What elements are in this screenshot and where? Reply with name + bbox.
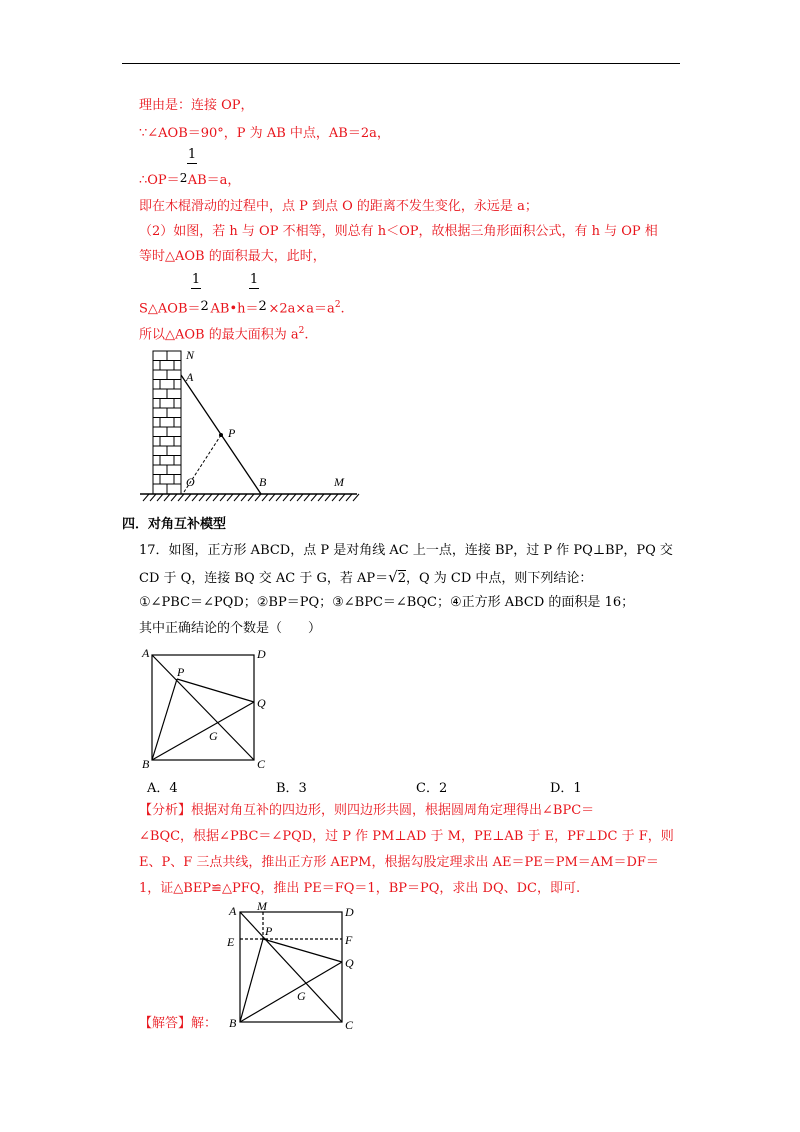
label-m: M <box>334 475 344 489</box>
analysis-line2: ∠BQC，根据∠PBC＝∠PQD，过 P 作 PM⊥AD 于 M，PE⊥AB 于 E，PF⊥DC 于 F，则 <box>139 829 674 844</box>
label-b: B <box>229 1016 237 1030</box>
sqrt-value: 2 <box>397 571 406 586</box>
label-a: A <box>142 646 150 660</box>
label-q: Q <box>345 956 354 970</box>
constant-distance-line: 即在木棍滑动的过程中，点 P 到点 O 的距离不发生变化，永远是 a； <box>139 199 538 214</box>
label-d: D <box>257 647 266 661</box>
analysis-line3: E、P、F 三点共线，推出正方形 AEPM，根据勾股定理求出 AE＝PE＝PM＝AM＝DF＝ <box>139 855 659 870</box>
area-formula-line: S△AOB＝2 AB•h＝2 $\times 2a\times a=a^2$. <box>139 299 345 317</box>
sqrt-symbol: √ <box>388 568 398 586</box>
square-figure-2 <box>225 899 365 1032</box>
analysis-line1: 【分析】根据对角互补的四边形，则四边形共圆，根据圆周角定理得出∠BPC＝ <box>139 803 595 818</box>
ground-hatching <box>140 494 359 501</box>
option-b[interactable]: B．3 <box>276 781 307 796</box>
label-p: P <box>228 426 236 440</box>
label-p: P <box>177 665 185 679</box>
fraction-denominator: 2 <box>179 171 188 185</box>
segment-pq <box>263 939 342 962</box>
segment-bq <box>240 962 342 1022</box>
option-c[interactable]: C．2 <box>416 781 448 796</box>
label-p: P <box>265 924 273 938</box>
area-fraction-2: 1 <box>249 272 259 287</box>
label-g: G <box>209 729 218 743</box>
area-prefix: S△AOB＝ <box>139 301 201 317</box>
area-suffix: ×2a×a＝a <box>268 301 335 317</box>
label-g: G <box>297 989 306 1003</box>
brick-wall <box>153 351 181 494</box>
ladder-wall-figure <box>135 345 365 510</box>
label-b: B <box>142 757 150 771</box>
point-p <box>219 433 223 437</box>
label-c: C <box>345 1018 354 1032</box>
area-fraction-1: 1 <box>191 272 201 287</box>
fraction-half <box>186 148 198 164</box>
option-a[interactable]: A．4 <box>147 781 178 796</box>
therefore-line <box>139 171 240 190</box>
diagonal-ac <box>152 655 254 760</box>
segment-bp <box>240 939 263 1022</box>
answer-label: 【解答】解： <box>139 1016 218 1031</box>
area-exponent: 2 <box>334 300 341 310</box>
because-line: ∵∠AOB＝90°，P 为 AB 中点，AB＝2a， <box>139 126 390 141</box>
section-title: 四．对角互补模型 <box>122 517 227 532</box>
label-n: N <box>186 348 195 362</box>
part2-line-1: （2）如图，若 h 与 OP 不相等，则总有 h＜OP，故根据三角形面积公式，有 h 与 OP 相 <box>139 224 658 239</box>
label-e: E <box>227 935 235 949</box>
fraction-numerator: 1 <box>187 147 197 162</box>
problem17-line2: CD 于 Q，连接 BQ 交 AC 于 G，若 AP＝√2，Q 为 CD 中点，则下列结论： <box>139 568 593 586</box>
part2-line-2: 等时△AOB 的面积最大，此时， <box>139 249 326 264</box>
option-d[interactable]: D．1 <box>550 781 582 796</box>
analysis-line4: 1，证△BEP≌△PFQ，推出 PE＝FQ＝1，BP＝PQ，求出 DQ、DC，即可. <box>139 881 581 896</box>
label-d: D <box>345 905 354 919</box>
therefore-suffix: AB＝a， <box>187 173 241 188</box>
reason-line: 理由是：连接 OP， <box>139 98 254 113</box>
therefore-prefix: ∴OP＝ <box>139 173 180 188</box>
area-mid: AB•h＝ <box>210 301 259 317</box>
label-b: B <box>259 475 267 489</box>
header-rule <box>122 63 680 64</box>
label-q: Q <box>257 696 266 710</box>
problem17-line4: 其中正确结论的个数是（ ） <box>139 621 322 636</box>
label-c: C <box>257 757 266 771</box>
label-a: A <box>186 370 194 384</box>
label-m: M <box>257 899 267 913</box>
label-a: A <box>229 904 237 918</box>
label-f: F <box>345 933 353 947</box>
segment-pq <box>177 679 254 702</box>
max-area-line: 所以△AOB 的最大面积为 $a^2$. <box>139 326 309 343</box>
problem17-line1: 17．如图，正方形 ABCD，点 P 是对角线 AC 上一点，连接 BP，过 P 作 PQ⊥BP，PQ 交 <box>139 543 673 558</box>
problem17-line3: ①∠PBC＝∠PQD；②BP＝PQ；③∠BPC＝∠BQC；④正方形 ABCD 的面积是 16； <box>139 595 635 610</box>
label-o: O <box>186 475 195 489</box>
square-figure-1 <box>140 645 275 773</box>
